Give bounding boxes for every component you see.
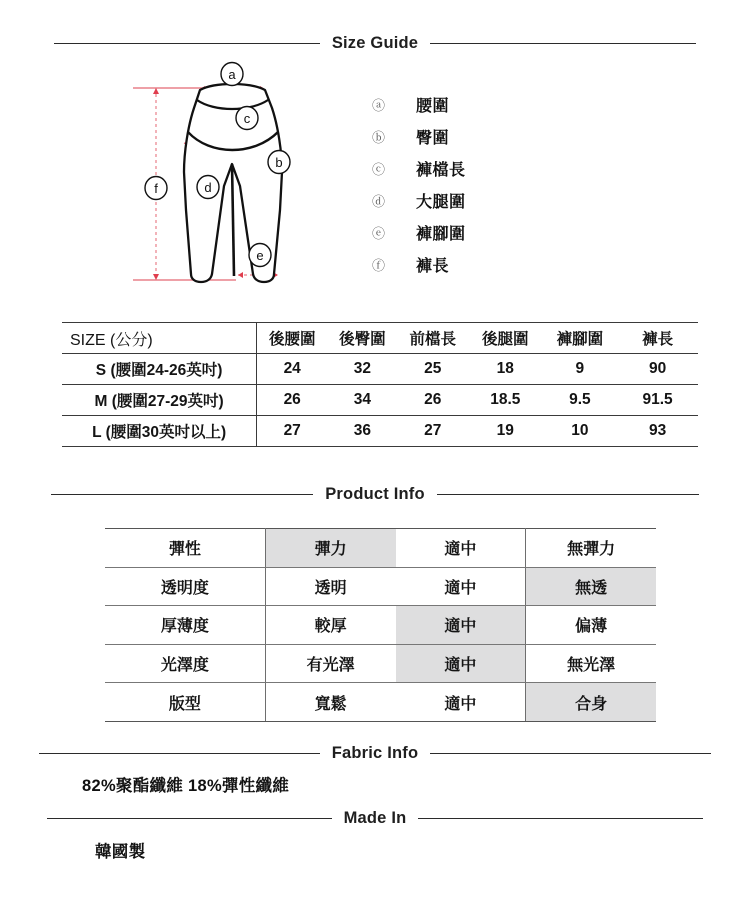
legend-marker-icon: ⓕ xyxy=(372,257,386,273)
column-header-waist: 後腰圍 xyxy=(257,323,327,354)
size-cell: 18 xyxy=(468,354,543,385)
table-row xyxy=(105,683,656,722)
measurement-legend xyxy=(372,88,572,280)
divider-rule-right xyxy=(418,818,703,819)
legend-item-label: 腰圍 xyxy=(416,97,450,115)
attribute-option[interactable]: 無光澤 xyxy=(526,644,656,683)
size-cell: 36 xyxy=(327,416,397,447)
legend-item-label: 臀圍 xyxy=(416,129,450,147)
size-cell: 10 xyxy=(543,416,618,447)
table-row xyxy=(62,385,698,416)
section-title: Product Info xyxy=(325,485,425,503)
attribute-option[interactable]: 無透 xyxy=(526,567,656,606)
legend-item xyxy=(372,88,572,120)
section-title: Fabric Info xyxy=(331,744,419,762)
divider-rule-left xyxy=(51,494,313,495)
size-measurement-table xyxy=(62,322,698,447)
size-cell: 24 xyxy=(257,354,327,385)
attribute-option[interactable]: 合身 xyxy=(526,683,656,722)
section-header-made-in xyxy=(0,809,750,828)
table-row xyxy=(62,416,698,447)
attribute-label: 版型 xyxy=(105,683,265,722)
size-row-label: M (腰圍27-29英吋) xyxy=(62,385,257,416)
legend-marker-icon: ⓓ xyxy=(372,193,386,209)
size-cell: 9 xyxy=(543,354,618,385)
column-header-thigh: 後腿圍 xyxy=(468,323,543,354)
column-header-front-rise: 前檔長 xyxy=(398,323,468,354)
size-cell: 25 xyxy=(398,354,468,385)
divider-rule-left xyxy=(54,43,320,44)
table-row xyxy=(62,354,698,385)
legend-item xyxy=(372,216,572,248)
legend-item xyxy=(372,152,572,184)
divider-rule-right xyxy=(430,43,696,44)
svg-text:c: c xyxy=(243,111,251,126)
divider-rule-right xyxy=(437,494,699,495)
legend-item-label: 褲檔長 xyxy=(416,161,466,179)
svg-text:e: e xyxy=(256,248,264,263)
section-header-size-guide xyxy=(0,34,750,53)
table-row xyxy=(105,567,656,606)
fabric-composition-text: 82%聚酯纖維 18%彈性纖維 xyxy=(82,777,290,795)
attribute-option[interactable]: 無彈力 xyxy=(526,529,656,568)
marker-f xyxy=(145,177,167,200)
table-header-row xyxy=(62,323,698,354)
legend-item xyxy=(372,184,572,216)
attribute-option[interactable]: 適中 xyxy=(396,606,526,645)
svg-text:b: b xyxy=(275,155,283,170)
size-cell: 34 xyxy=(327,385,397,416)
attribute-option[interactable]: 適中 xyxy=(396,567,526,606)
attribute-label: 彈性 xyxy=(105,529,265,568)
table-row xyxy=(105,529,656,568)
section-title: Made In xyxy=(343,809,407,827)
size-cell: 93 xyxy=(617,416,698,447)
column-header-hem: 褲腳圍 xyxy=(543,323,618,354)
product-attributes-table xyxy=(105,528,656,722)
attribute-label: 透明度 xyxy=(105,567,265,606)
attribute-option[interactable]: 適中 xyxy=(396,683,526,722)
size-cell: 19 xyxy=(468,416,543,447)
section-title: Size Guide xyxy=(331,34,419,52)
divider-rule-left xyxy=(39,753,320,754)
legend-item-label: 褲腳圍 xyxy=(416,225,466,243)
size-cell: 9.5 xyxy=(543,385,618,416)
pants-diagram-illustration xyxy=(128,60,368,310)
attribute-option[interactable]: 彈力 xyxy=(265,529,395,568)
size-cell: 91.5 xyxy=(617,385,698,416)
marker-c xyxy=(236,107,258,130)
section-header-product-info xyxy=(0,485,750,504)
attribute-label: 厚薄度 xyxy=(105,606,265,645)
column-header-hip: 後臀圍 xyxy=(327,323,397,354)
legend-item-label: 大腿圍 xyxy=(416,193,466,211)
size-cell: 18.5 xyxy=(468,385,543,416)
size-cell: 26 xyxy=(257,385,327,416)
column-header-length: 褲長 xyxy=(617,323,698,354)
column-header-size: SIZE (公分) xyxy=(62,323,257,354)
legend-marker-icon: ⓒ xyxy=(372,161,386,177)
marker-a xyxy=(221,63,243,86)
table-row xyxy=(105,644,656,683)
svg-text:f: f xyxy=(154,181,158,196)
marker-e xyxy=(249,244,271,267)
size-cell: 32 xyxy=(327,354,397,385)
attribute-option[interactable]: 偏薄 xyxy=(526,606,656,645)
size-guide-diagram-block xyxy=(0,60,750,310)
size-row-label: S (腰圍24-26英吋) xyxy=(62,354,257,385)
made-in-origin-text: 韓國製 xyxy=(95,843,146,861)
attribute-option[interactable]: 寬鬆 xyxy=(265,683,395,722)
legend-marker-icon: ⓔ xyxy=(372,225,386,241)
attribute-option[interactable]: 透明 xyxy=(265,567,395,606)
attribute-label: 光澤度 xyxy=(105,644,265,683)
legend-marker-icon: ⓑ xyxy=(372,129,386,145)
svg-text:d: d xyxy=(204,180,212,195)
marker-d xyxy=(197,176,219,199)
attribute-option[interactable]: 適中 xyxy=(396,644,526,683)
legend-marker-icon: ⓐ xyxy=(372,97,386,113)
legend-item-label: 褲長 xyxy=(416,257,450,275)
table-row xyxy=(105,606,656,645)
divider-rule-left xyxy=(47,818,332,819)
legend-item xyxy=(372,248,572,280)
size-cell: 27 xyxy=(257,416,327,447)
attribute-option[interactable]: 較厚 xyxy=(265,606,395,645)
size-cell: 90 xyxy=(617,354,698,385)
attribute-option[interactable]: 有光澤 xyxy=(265,644,395,683)
legend-item xyxy=(372,120,572,152)
svg-text:a: a xyxy=(228,67,236,82)
size-cell: 26 xyxy=(398,385,468,416)
attribute-option[interactable]: 適中 xyxy=(396,529,526,568)
size-cell: 27 xyxy=(398,416,468,447)
section-header-fabric-info xyxy=(0,744,750,763)
size-row-label: L (腰圍30英吋以上) xyxy=(62,416,257,447)
marker-b xyxy=(268,151,290,174)
divider-rule-right xyxy=(430,753,711,754)
